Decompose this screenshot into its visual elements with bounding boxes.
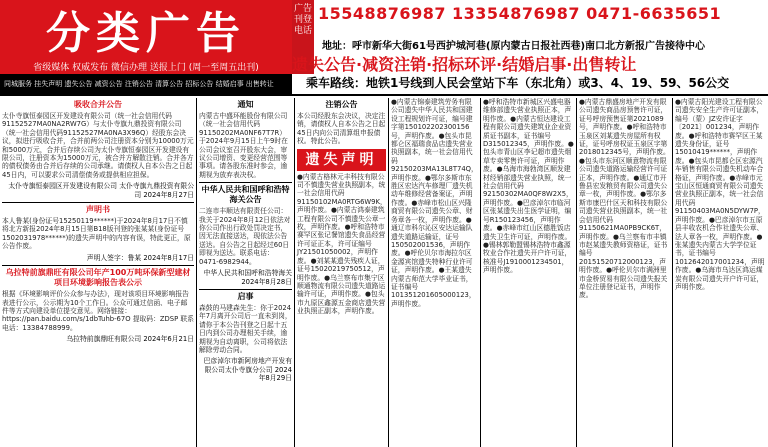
office-address: 地址：呼市新华大街61号西护城河巷(原内蒙古日报社西巷)南口北方新报广告接待中心	[322, 41, 706, 52]
ad-divider	[199, 182, 292, 183]
header-divider	[0, 94, 768, 96]
ad-title: 乌拉特前旗鼎旺有限公司年产100万吨环保新型建材项目环境影响报告表公示	[5, 268, 191, 288]
service-banner: 遗失公告·减资注销·招标环评·结婚启事·出售转让	[292, 55, 637, 74]
ad-column-1	[0, 98, 196, 447]
ad-body: ●内蒙古阳光建设工程有限公司遗失安全生产许可证副本，编号（蒙）JZ安许证字〔2021〕001234，声明作废。●呼和浩特市赛罕区王某遗失身份证，证号15010419******，声明作废。●包头市昆都仑区宏源汽车销售有限公司遗失机动车合格证，声明作废。●赤峰市元宝山区恒通商贸有限公司遗失营业执照正副本，统一社会信用代码91150403MA0N5DYW7P，声明作废。●巴彦淖尔市五原县丰收农机合作社遗失公章、法人章各一枚，声明作废。●张某遗失内蒙古大学学位证书，证书编号1012642017001234，声明作废。●乌海市乌达区鸿运煤炭有限公司遗失开户许可证，声明作废。	[675, 98, 765, 291]
ad-body: ●内蒙古鼎盛房地产开发有限公司遗失商品房预售许可证，证号呼房预售证第2021089号，声明作废。●呼和浩特市玉泉区刘某遗失房屋所有权证，证号呼房权证玉泉区字第2018012345号，声明作废。●包头市东河区顺意物流有限公司遗失道路运输经营许可证正本，声明作废。●通辽市开鲁县宏发粮贸有限公司遗失公章一枚，声明作废。●鄂尔多斯市康巴什区天和科技有限公司遗失营业执照副本，统一社会信用代码91150621MA0PB9CK6T，声明作废。●乌兰察布市丰镇市赵某遗失教师资格证，证书编号20151520712000123，声明作废。●呼伦贝尔市满洲里市金桥贸易有限公司遗失报关单位注册登记证书，声明作废。	[579, 98, 670, 300]
ad-column-4	[388, 98, 480, 447]
ad-signature: 声明人签字：鲁某 2024年8月17日	[86, 253, 194, 262]
ad-body: 本人鲁某(身份证号15250119******)于2024年8月17日不慎将北方新报2024年8月15日第B18版刊登的张某某(身份证号1502031978******)的遗失声明中的内容有误，特此更正，原公告作废。	[2, 217, 191, 251]
lost-notice-heading: 遗失声明	[297, 149, 386, 171]
ad-phone-tag: 广告刊登电话	[292, 0, 314, 74]
ad-title: 通知	[237, 100, 254, 109]
service-strip: 同城服务 挂失声明 遗失公告 减资公告 注销公告 清算公告 招标公告 结婚启事 出售转让	[0, 74, 292, 94]
masthead-title: 分类广告	[46, 8, 246, 59]
masthead	[0, 0, 292, 74]
ad-signature: 太仆寺旗恒泰园区开发建设有限公司 太仆寺旗九鼎投资有限公司 2024年8月27日	[8, 182, 194, 199]
ad-body: 森鼓的马建森先生：你于2024年7月离开公司后一直未到岗，请你于本公告刊登之日起十五日内到公司办理相关手续，逾期视为自动离职，公司将依法解除劳动合同。	[199, 303, 292, 354]
masthead-subtitle: 省级媒体 权威发布 微信办理 送报上门 (周一至周五出刊)	[33, 63, 259, 73]
contact-phones: 15548876987 13354876987 0471-6635651	[318, 4, 722, 23]
ad-signature: 乌拉特前旗鼎旺有限公司 2024年6月21日	[66, 335, 194, 344]
ad-title: 注销公告	[325, 100, 358, 109]
ad-divider	[2, 265, 194, 266]
ad-body: 本公司经股东会决议，决定注销，请债权人自本公告之日起45日内向公司清算组申报债权。特此公告。	[297, 112, 386, 146]
ad-title: 启事	[237, 291, 254, 301]
ad-body: 内蒙古中盛环能股份有限公司（统一社会信用代码91150202MA0NF67T7R）于2024年9月15日上午9时在公司会议室召开股东大会，审议公司增资、变更经营范围等事项。请各股东准时参会，逾期视为放弃表决权。	[199, 112, 288, 179]
ad-body: ●呼和浩特市新城区兴盛电器维修部遗失营业执照正本，声明作废。●内蒙古恒达建设工程有限公司遗失建筑业企业资质证书副本，证书编号D315012345，声明作废。●包头市青山区李记超市遗失烟草专卖零售许可证，声明作废。●乌海市海勃湾区顺发建材经销部遗失营业执照，统一社会信用代码92150302MA0QF8W2X5，声明作废。●巴彦淖尔市临河区张某遗失出生医学证明，编号R150123456，声明作废。●赤峰市红山区德胜饭店遗失卫生许可证，声明作废。●锡林郭勒盟锡林浩特市鑫源牧业合作社遗失开户许可证，核准号J1910001234501，声明作废。	[483, 98, 574, 275]
ad-body: ●内蒙古格林元丰科技有限公司不慎遗失营业执照副本，统一社会信用代码91150102MA0RTG6W9K，声明作废。●内蒙古鸿泰建筑工程有限公司不慎遗失公章一枚，声明作废。●呼和浩特市赛罕区张记餐馆遗失食品经营许可证正本，许可证编号JY21501050002，声明作废。●刘某某遗失残疾人证，证号15020219750512，声明作废。●乌兰察布市集宁区顺通物流有限公司遗失道路运输许可证，声明作废。●包头市九原区鑫源五金商店遗失营业执照正副本，声明作废。	[297, 172, 387, 316]
ad-title: 声明书	[86, 205, 110, 215]
ad-column-2	[196, 98, 294, 447]
ad-column-3	[294, 98, 388, 447]
ad-body: 太仆寺旗恒泰园区开发建设有限公司（统一社会信用代码91152527MA0NA2RW7G）与太仆寺旗九鼎投资有限公司（统一社会信用代码91152527MA0NA3X96Q）经股东会决议，拟进行吸收合并，合并前两公司注册资本分别为10000万元和5000万元，合并后存续公司为太仆寺旗恒泰园区开发建设有限公司，注册资本为15000万元，被合并方解散注销。合并各方的债权债务由合并后存续的公司承继。请债权人自本公告之日起45日内，可以要求公司清偿债务或提供相应担保。	[2, 112, 194, 179]
ad-divider	[2, 202, 194, 203]
ad-signature: 中华人民共和国呼和浩特海关 2024年8月28日	[203, 269, 292, 286]
ad-body: 二连市丰顺达有限责任公司：我关于2024年8月12日依法对你公司作出行政处罚决定书，因无法直接送达，现依法公告送达。自公告之日起经过60日即视为送达。联系电话：0471-6982944。	[199, 207, 291, 266]
ad-body: ●内蒙古锦泰建筑劳务有限公司遗失中华人民共和国建设工程规划许可证，编号建字第150102202300156号，声明作废。●包头市昆都仑区福瑞食品店遗失营业执照副本，统一社会信用代码92150203MA13L8T74Q，声明作废。●鄂尔多斯市东胜区宏达汽车修理厂遗失机动车维修经营备案证，声明作废。●赤峰市松山区兴隆商贸有限公司遗失公章、财务章各一枚，声明作废。●通辽市科尔沁区安达运输队遗失道路运输证，证号150502001536，声明作废。●呼伦贝尔市海拉尔区金源宾馆遗失特种行业许可证，声明作废。●王某遗失内蒙古师范大学毕业证书，证书编号101351201605000123，声明作废。	[391, 98, 478, 308]
page-header	[0, 0, 768, 94]
ad-column-6	[576, 98, 672, 447]
ad-title: 中华人民共和国呼和浩特海关公告	[201, 185, 290, 205]
ad-title: 吸收合并公告	[74, 100, 122, 109]
ad-divider	[199, 289, 292, 290]
ad-column-7	[672, 98, 768, 447]
bus-route: 乘车路线：地铁1号线到人民会堂站下车（东北角）或3、4、19、59、56公交	[306, 76, 730, 90]
ad-body: 根据《环境影响评价公众参与办法》，现对该项目环境影响报告表进行公示，公示期为10个工作日。公众可通过信函、电子邮件等方式向建设单位提交意见。网络链接：https://pan.baidu.com/s/1dbTuhb-67O 提取码：ZDSP 联系电话：13384788999。	[2, 290, 194, 332]
ad-signature: 巴彦淖尔市新阿房地产开发有限公司太仆寺旗分公司 2024年8月29日	[203, 357, 292, 383]
ad-column-5	[480, 98, 576, 447]
